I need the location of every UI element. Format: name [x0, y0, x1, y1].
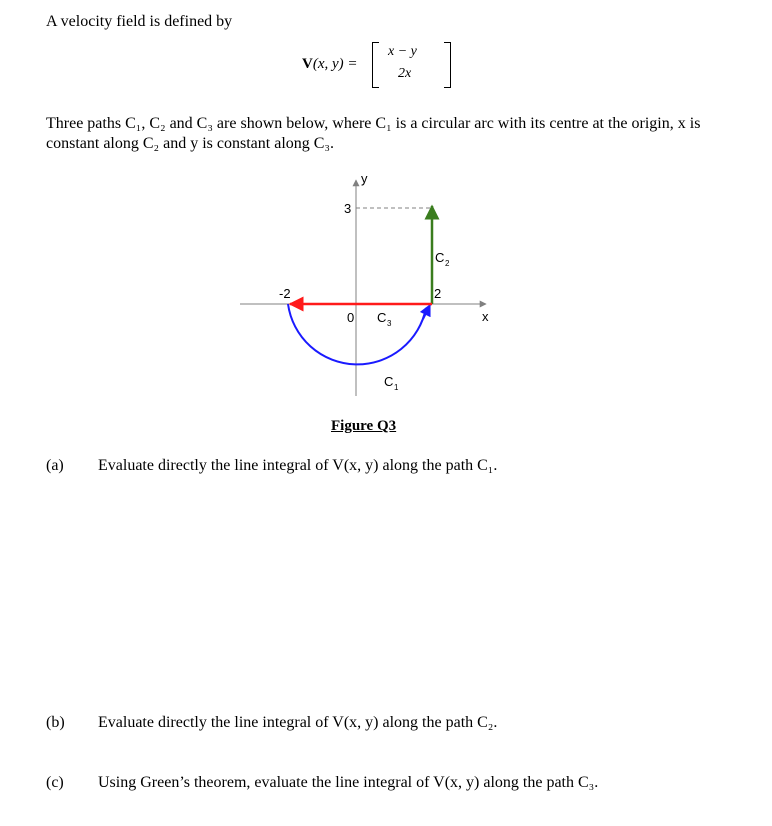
question-b-label: (b) — [46, 714, 65, 731]
path-c1-arc — [288, 304, 426, 364]
tick-label-2: 2 — [434, 286, 442, 301]
question-c-text: Using Green’s theorem, evaluate the line integral of V(x, y) along the path C₃. — [98, 774, 599, 791]
question-b-text: Evaluate directly the line integral of V(x, y) along the path C₂. — [98, 714, 498, 731]
equation-lhs: V(x, y) = — [302, 56, 358, 72]
vector-row-2: 2x — [398, 66, 412, 81]
x-axis-label: x — [482, 309, 489, 324]
question-a-text: Evaluate directly the line integral of V(x, y) along the path C₁. — [98, 457, 498, 474]
c2-label: C — [435, 250, 445, 265]
c3-label: C — [377, 310, 387, 325]
y-axis-label: y — [361, 171, 368, 186]
intro-text: A velocity field is defined by — [46, 13, 233, 30]
c3-subscript: 3 — [387, 319, 392, 328]
c1-subscript: 1 — [394, 383, 399, 392]
question-c-label: (c) — [46, 774, 64, 791]
tick-label-neg-2: -2 — [279, 286, 291, 301]
c2-subscript: 2 — [445, 259, 450, 268]
c1-label: C — [384, 374, 394, 389]
c1-arrow — [423, 305, 430, 319]
figure-caption: Figure Q3 — [331, 418, 397, 434]
description-paragraph: Three paths C₁, C₂ and C₃ are shown below, where C₁ is a circular arc with its centre at the origin, x is constant along C₂ and y is constant along C₃. — [46, 115, 701, 152]
question-a-label: (a) — [46, 457, 64, 474]
tick-label-3: 3 — [344, 201, 352, 216]
vector-row-1: x − y — [388, 44, 417, 59]
origin-label: 0 — [347, 310, 355, 325]
